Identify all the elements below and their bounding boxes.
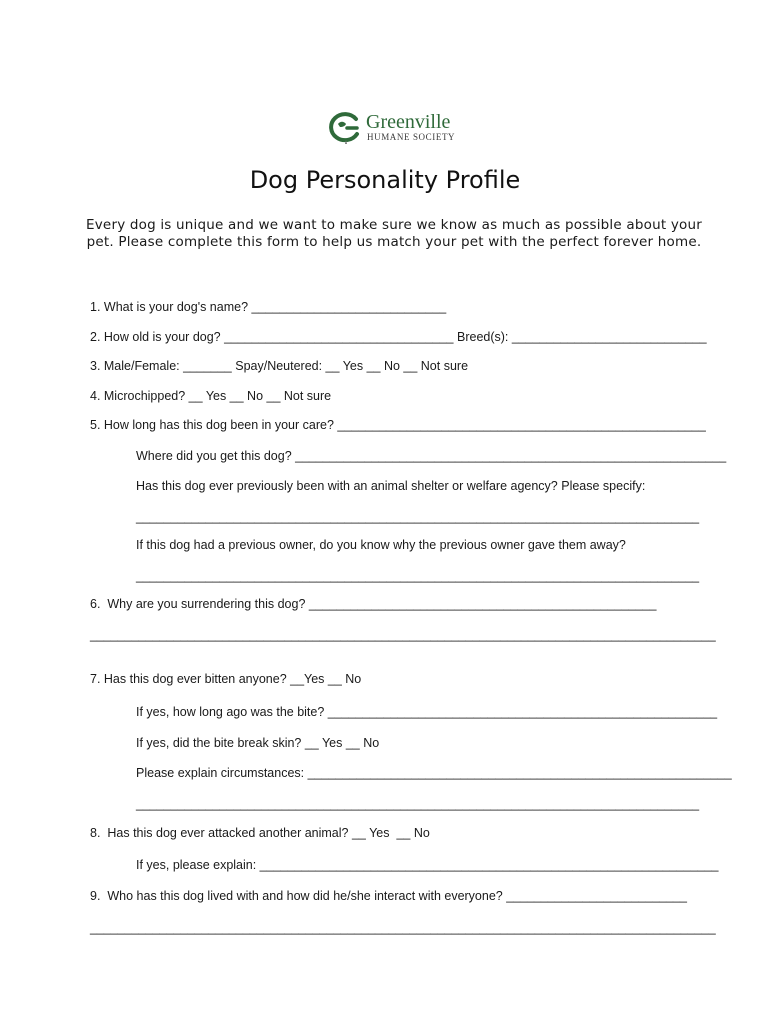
logo-subtitle: HUMANE SOCIETY [367, 132, 456, 142]
question-bite-circumstances[interactable]: Please explain circumstances: _____________________________________________________________ [136, 766, 732, 780]
question-bite-when[interactable]: If yes, how long ago was the bite? ________________________________________________________ [136, 705, 718, 719]
intro-paragraph: Every dog is unique and we want to make sure we know as much as possible about your pet. Please complete this form to help us match your pet with the perfect forever home. [86, 217, 702, 250]
question-previous-owner: If this dog had a previous owner, do you know why the previous owner gave them away? [136, 538, 626, 552]
answer-line-bite-circumstances[interactable]: _________________________________________________________________________________ [136, 797, 700, 811]
answer-line-surrender-reason[interactable]: __________________________________________________________________________________________ [90, 628, 716, 642]
question-where-obtained[interactable]: Where did you get this dog? ______________________________________________________________ [136, 449, 727, 463]
logo [326, 110, 476, 146]
humane-society-emblem-icon [326, 110, 362, 146]
question-sex-spay[interactable]: 3. Male/Female: _______ Spay/Neutered: __ Yes __ No __ Not sure [90, 359, 469, 373]
question-surrender-reason[interactable]: 6. Why are you surrendering this dog? __________________________________________________ [90, 597, 657, 611]
question-bite-skin[interactable]: If yes, did the bite break skin? __ Yes __ No [136, 736, 380, 750]
question-age-breed[interactable]: 2. How old is your dog? _________________________________ Breed(s): ____________________________ [90, 330, 707, 344]
answer-line-previous-owner[interactable]: _________________________________________________________________________________ [136, 569, 700, 583]
question-bitten[interactable]: 7. Has this dog ever bitten anyone? __Yes __ No [90, 672, 362, 686]
answer-line-previous-shelter[interactable]: _________________________________________________________________________________ [136, 510, 700, 524]
page-title: Dog Personality Profile [249, 166, 521, 194]
question-attack-explain[interactable]: If yes, please explain: __________________________________________________________________ [136, 858, 719, 872]
question-time-in-care[interactable]: 5. How long has this dog been in your care? _____________________________________________________ [90, 418, 706, 432]
question-microchipped[interactable]: 4. Microchipped? __ Yes __ No __ Not sure [90, 389, 332, 403]
question-previous-shelter: Has this dog ever previously been with an animal shelter or welfare agency? Please specify: [136, 479, 646, 493]
logo-name: Greenville [366, 111, 451, 133]
answer-line-lived-with[interactable]: __________________________________________________________________________________________ [90, 921, 716, 935]
question-attacked-animal[interactable]: 8. Has this dog ever attacked another animal? __ Yes __ No [90, 826, 430, 840]
question-dog-name[interactable]: 1. What is your dog's name? ____________________________ [90, 300, 447, 314]
question-lived-with[interactable]: 9. Who has this dog lived with and how did he/she interact with everyone? __________________________ [90, 889, 687, 903]
